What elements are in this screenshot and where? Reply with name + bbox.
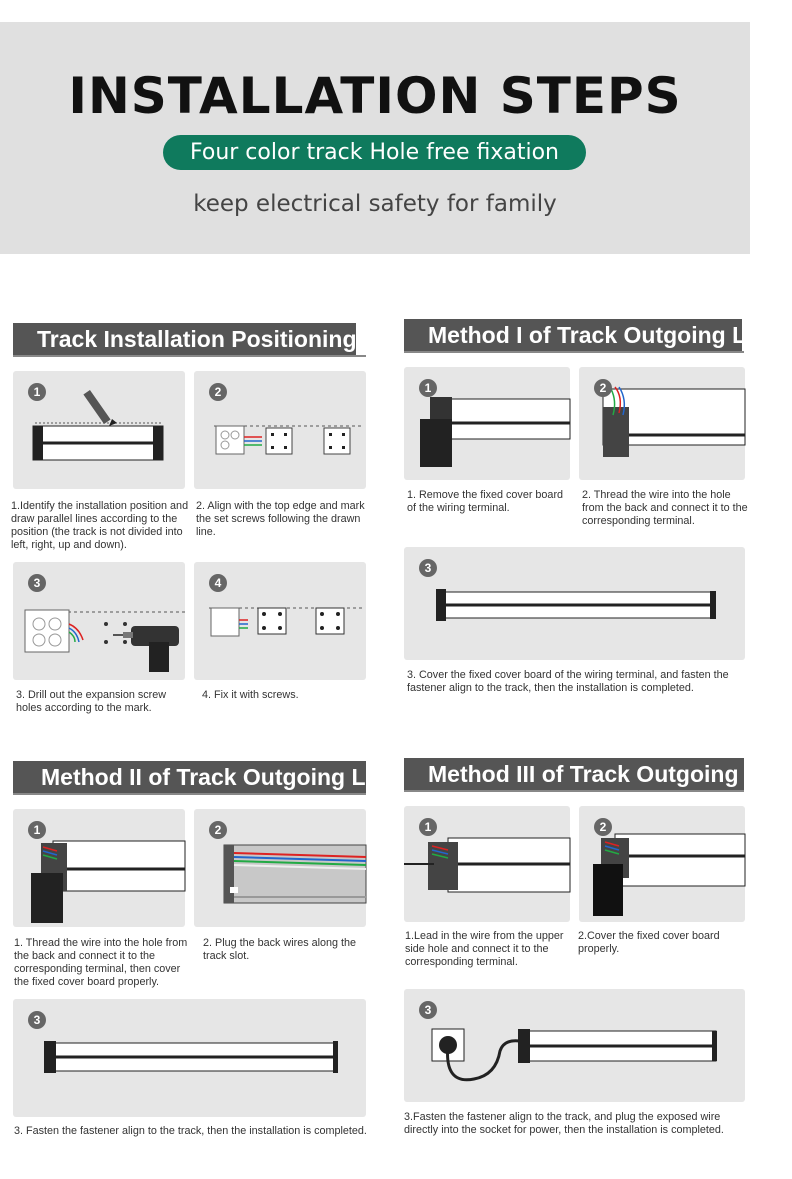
step-number-badge: 3 <box>28 574 46 592</box>
step-number-badge: 1 <box>419 818 437 836</box>
step-number-badge: 4 <box>209 574 227 592</box>
step-number-badge: 1 <box>28 821 46 839</box>
method2-step-2-caption: 2. Plug the back wires along the track slot. <box>203 937 357 962</box>
method1-step-3-image <box>404 547 745 660</box>
method2-step-2-image <box>194 809 366 927</box>
section-header-method-1: Method I of Track Outgoing Line <box>404 319 742 351</box>
positioning-step-3-caption: 3. Drill out the expansion screw holes according to the mark. <box>16 689 167 714</box>
step-number-badge: 2 <box>209 383 227 401</box>
step-number-badge: 1 <box>419 379 437 397</box>
tagline-pill: Four color track Hole free fixation <box>163 135 586 170</box>
method1-step-2-image <box>579 367 745 480</box>
section-header-underline <box>404 790 744 792</box>
method3-step-2-caption: 2.Cover the fixed cover board properly. <box>578 930 720 955</box>
step-number-badge: 3 <box>28 1011 46 1029</box>
positioning-step-2-image <box>194 371 366 489</box>
positioning-step-3-image <box>13 562 185 680</box>
method1-step-1-caption: 1. Remove the fixed cover board of the wiring terminal. <box>407 489 564 514</box>
positioning-step-1-caption: 1.Identify the installation position and draw parallel lines according to the position (the track is not divided into left, right, up and down). <box>11 500 189 551</box>
method1-step-2-caption: 2. Thread the wire into the hole from the back and connect it to the corresponding terminal. <box>582 489 748 527</box>
step-number-badge: 2 <box>594 818 612 836</box>
step-number-badge: 3 <box>419 1001 437 1019</box>
positioning-step-2-caption: 2. Align with the top edge and mark the set screws following the drawn line. <box>196 500 365 538</box>
section-header-underline <box>404 351 744 353</box>
section-header-method-2: Method II of Track Outgoing Line <box>13 761 366 793</box>
step-number-badge: 3 <box>419 559 437 577</box>
method3-step-3-caption: 3.Fasten the fastener align to the track, and plug the exposed wire directly into the socket for power, then the installation is completed. <box>404 1111 724 1136</box>
step-number-badge: 1 <box>28 383 46 401</box>
drill-icon <box>113 626 179 672</box>
method3-step-2-image <box>579 806 745 922</box>
method3-step-3-image <box>404 989 745 1102</box>
section-header-method-3: Method III of Track Outgoing Line <box>404 758 744 790</box>
pencil-icon <box>83 390 117 426</box>
method2-step-1-image <box>13 809 185 927</box>
step-number-badge: 2 <box>594 379 612 397</box>
method2-step-1-caption: 1. Thread the wire into the hole from the back and connect it to the corresponding terminal, then cover the fixed cover board properly. <box>14 937 188 988</box>
method3-step-1-image <box>404 806 570 922</box>
step-number-badge: 2 <box>209 821 227 839</box>
method3-step-1-caption: 1.Lead in the wire from the upper side hole and connect it to the corresponding terminal. <box>405 930 564 968</box>
positioning-step-4-image <box>194 562 366 680</box>
section-header-positioning: Track Installation Positioning <box>13 323 356 355</box>
positioning-step-1-image <box>13 371 185 489</box>
page-title: INSTALLATION STEPS <box>68 67 682 125</box>
positioning-step-4-caption: 4. Fix it with screws. <box>202 689 299 701</box>
method1-step-3-caption: 3. Cover the fixed cover board of the wiring terminal, and fasten the fastener align to the track, then the installation is completed. <box>407 669 729 694</box>
section-header-underline <box>13 793 366 795</box>
method1-step-1-image <box>404 367 570 480</box>
method2-step-3-image <box>13 999 366 1117</box>
section-header-underline <box>13 355 366 357</box>
method2-step-3-caption: 3. Fasten the fastener align to the track, then the installation is completed. <box>14 1125 367 1137</box>
subtitle: keep electrical safety for family <box>193 191 557 217</box>
